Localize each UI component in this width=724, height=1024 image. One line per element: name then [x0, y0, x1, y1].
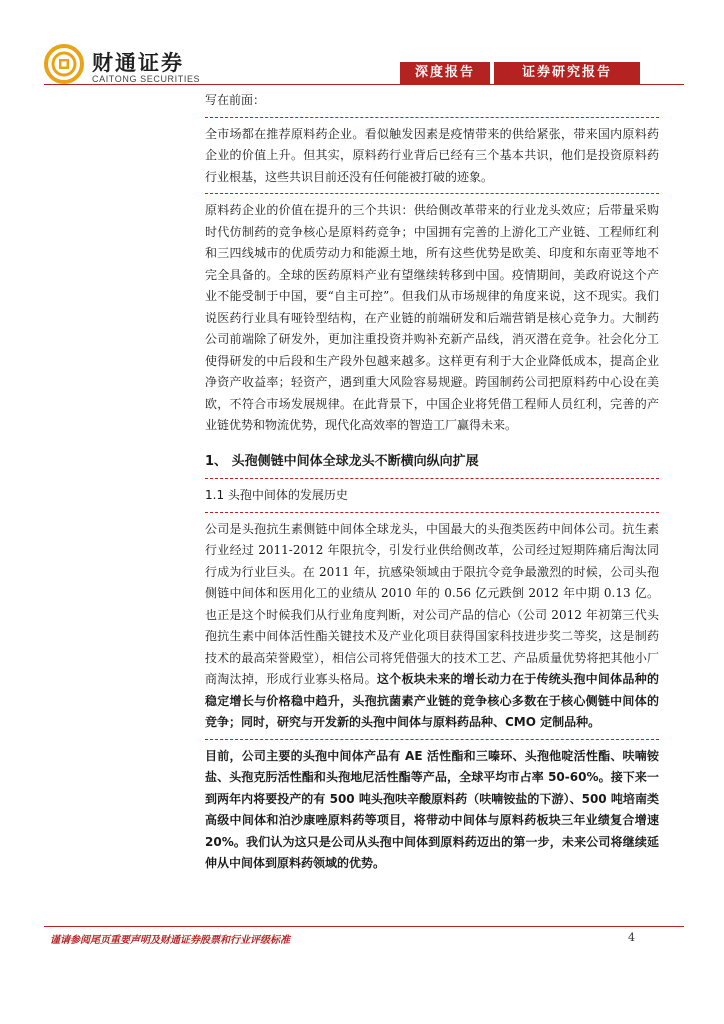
page-number: 4 — [628, 931, 635, 944]
section-title: 1、 头孢侧链中间体全球龙头不断横向纵向扩展 — [205, 453, 479, 469]
divider — [205, 193, 659, 194]
tab-depth-report: 深度报告 — [400, 62, 490, 84]
tab-securities-research: 证券研究报告 — [494, 62, 640, 84]
section-paragraph-1-text: 公司是头孢抗生素侧链中间体全球龙头，中国最大的头孢类医药中间体公司。抗生素行业经过 2011-2012 年限抗令，引发行业供给侧改革，公司经过短期阵痛后淘汰同行成为行业巨头。在 2011 年，抗感染领域由于限抗令竞争最激烈的时候，公司头孢侧链中间体和医用化工的业绩从 2010 年的 0.56 亿元跌倒 2012 年中期 0.13 亿。也正是这个时候我们从行业角度判断，对公司产品的信心（公司 2012 年初第三代头孢抗生素中间体活性酯关键技术及产业化项目获得国家科技进步奖二等奖，这是制药技术的最高荣誉殿堂），相信公司将凭借强大的技术工艺、产品质量优势将把其他小厂商淘汰掉，形成行业寡头格局。 — [205, 521, 659, 686]
intro-heading: 写在前面： — [205, 93, 266, 107]
footer-rule — [44, 926, 684, 927]
divider — [205, 512, 659, 513]
report-type-tabs — [400, 62, 640, 84]
intro-paragraph-1: 全市场都在推荐原料药企业。看似触发因素是疫情带来的供给紧张，带来国内原料药企业的价值上升。但其实，原料药行业背后已经有三个基本共识，他们是投资原料药行业根基，这些共识目前还没有任何能被打破的迹象。 — [205, 126, 659, 184]
company-name-en: CAITONG SECURITIES — [92, 74, 201, 84]
divider — [205, 739, 659, 740]
subsection-title: 1.1 头孢中间体的发展历史 — [205, 488, 348, 502]
section-paragraph-2-emphasis: 目前，公司主要的头孢中间体产品有 AE 活性酯和三嗪环、头孢他啶活性酯、呋喃铵盐、头孢克肟活性酯和头孢地尼活性酯等产品，全球平均市占率 50-60%。接下来一到两年内将要投产的有 500 吨头孢呋辛酸原料药（呋喃铵盐的下游）、500 吨培南类高级中间体和泊沙康唑原料药等项目，将带动中间体与原料药板块三年业绩复合增速 20%。我们认为这只是公司从头孢中间体到原料药迈出的第一步，未来公司将继续延伸从中间体到原料药领域的优势。 — [205, 748, 659, 870]
footer-disclaimer: 谨请参阅尾页重要声明及财通证券股票和行业评级标准 — [50, 935, 290, 946]
company-logo-icon — [44, 44, 84, 84]
divider — [205, 117, 659, 118]
company-name-cn: 财通证券 — [92, 51, 184, 75]
section-paragraph-2 — [205, 746, 659, 875]
divider — [205, 478, 659, 479]
report-body — [205, 90, 659, 875]
intro-paragraph-2: 原料药企业的价值在提升的三个共识：供给侧改革带来的行业龙头效应；后带量采购时代仿制药的竞争核心是原料药竞争；中国拥有完善的上游化工产业链、工程师红利和三四线城市的优质劳动力和能源土地，所有这些优势是欧美、印度和东南亚等地不完全具备的。全球的医药原料产业有望继续转移到中国。疫情期间，美政府说这个产业不能受制于中国，要“自主可控”。但我们从市场规律的角度来说，这不现实。我们说医药行业具有哑铃型结构，在产业链的前端研发和后端营销是核心竞争力。大制药公司前端除了研发外，更加注重投资并购补充新产品线，消灭潜在竞争。社会化分工使得研发的中后段和生产段外包越来越多。这样更有利于大企业降低成本，提高企业净资产收益率；轻资产，遇到重大风险容易规避。跨国制药公司把原料药中心设在美欧，不符合市场发展规律。在此背景下，中国企业将凭借工程师人员红利，完善的产业链优势和物流优势，现代化高效率的智造工厂赢得未来。 — [205, 203, 659, 432]
header-rule — [44, 84, 684, 85]
section-paragraph-1 — [205, 519, 659, 734]
section-paragraph-1-emphasis: 这个板块未来的增长动力在于传统头孢中间体品种的稳定增长与价格稳中趋升，头孢抗菌素产业链的竞争核心多数在于核心侧链中间体的竞争；同时，研究与开发新的头孢中间体与原料药品种、CMO 定制品种。 — [205, 672, 659, 729]
